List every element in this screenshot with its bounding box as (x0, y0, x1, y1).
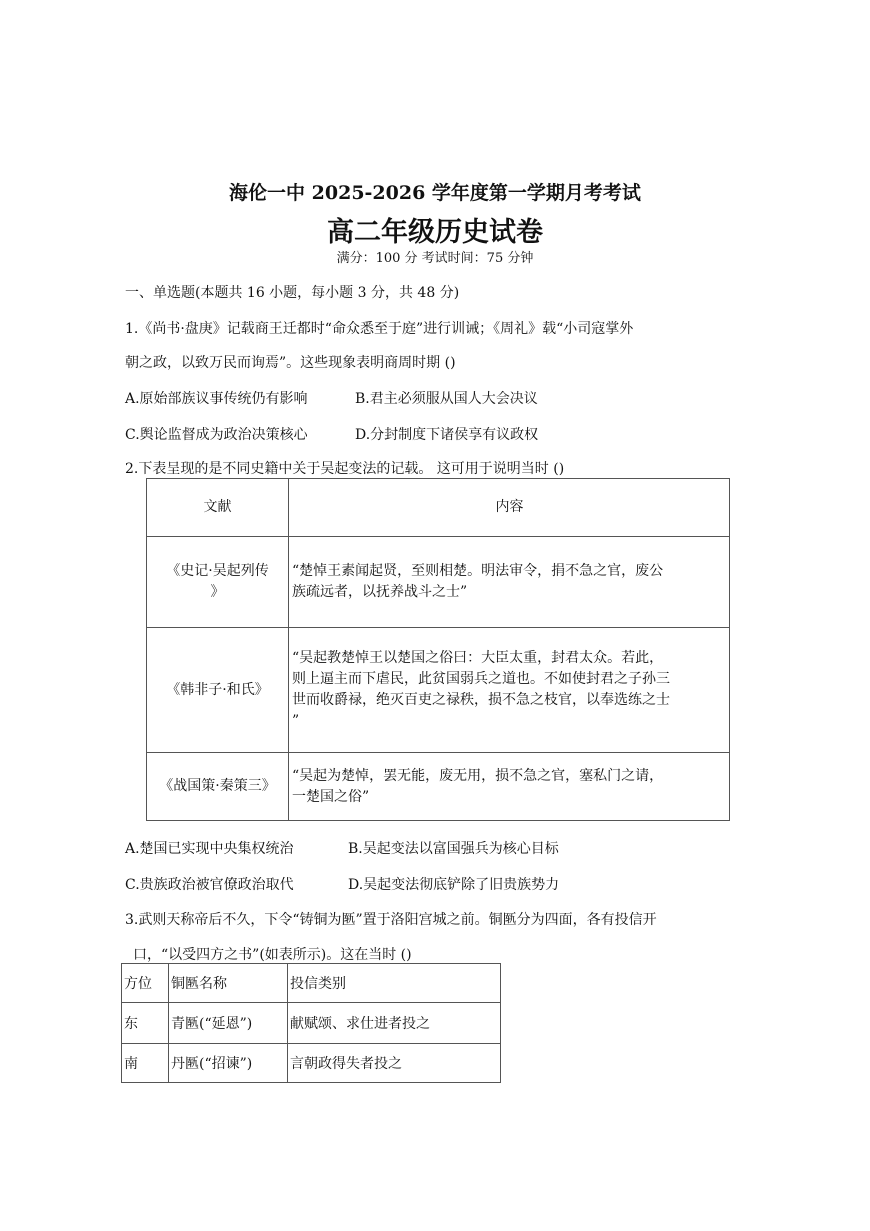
q2-stem: 2.下表呈现的是不同史籍中关于吴起变法的记载。 这可用于说明当时 () (125, 461, 565, 477)
table-row (147, 753, 730, 821)
q2-option-c: C.贵族政治被官僚政治取代 (125, 877, 294, 893)
q3-header-name: 铜匦名称 (169, 964, 288, 1003)
q3-header-category: 投信类别 (288, 964, 501, 1003)
q3-table (121, 963, 501, 1083)
table-header-row (147, 479, 730, 537)
q2-option-a: A.楚国已实现中央集权统治 (125, 841, 294, 857)
q3-header-direction: 方位 (122, 964, 169, 1003)
q2-row2-content-line2: 则上逼主而下虐民，此贫国弱兵之道也。不如使封君之子孙三 (292, 671, 670, 687)
q2-row2-source: 《韩非子·和氏》 (147, 628, 289, 753)
q3-stem-line2: 口，“以受四方之书”(如表所示)。这在当时 () (133, 947, 412, 963)
q3-stem-line1: 3.武则天称帝后不久，下令“铸铜为匦”置于洛阳宫城之前。铜匦分为四面，各有投信开 (125, 912, 657, 928)
q2-row3-source: 《战国策·秦策三》 (147, 753, 289, 821)
q2-row1-content-line2: 族疏远者，以抚养战斗之士” (292, 584, 468, 600)
q2-table (146, 478, 730, 821)
q2-row2-content-line4: ” (292, 713, 300, 729)
q3-row1-category: 献赋颂、求仕进者投之 (288, 1003, 501, 1044)
exam-meta: 满分：100 分 考试时间：75 分钟 (336, 251, 534, 266)
school-exam-title: 海伦一中 2025-2026 学年度第一学期月考考试 (229, 182, 641, 204)
q1-stem-line1: 1.《尚书·盘庚》记载商王迁都时“命众悉至于庭”进行训诫；《周礼》载“小司寇掌外 (125, 321, 634, 337)
q1-stem-line2: 朝之政，以致万民而询焉”。这些现象表明商周时期 () (125, 355, 456, 371)
q2-row1-source (147, 537, 289, 628)
q3-row1-direction: 东 (122, 1003, 169, 1044)
q2-row1-source-line2: 》 (210, 584, 225, 600)
q3-row1-name: 青匦(“延恩”) (169, 1003, 288, 1044)
q2-header-source: 文献 (147, 479, 289, 537)
table-row (122, 1044, 501, 1083)
section-heading: 一、单选题(本题共 16 小题，每小题 3 分，共 48 分) (125, 285, 460, 301)
q3-row2-category: 言朝政得失者投之 (288, 1044, 501, 1083)
q1-option-b: B.君主必须服从国人大会决议 (355, 391, 538, 407)
q2-row1-content-line1: “楚悼王素闻起贤，至则相楚。明法审令，捐不急之官，废公 (292, 563, 664, 579)
q2-row3-content-line2: 一楚国之俗” (292, 788, 370, 805)
exam-title: 高二年级历史试卷 (327, 217, 543, 248)
q2-row2-content-line3: 世而收爵禄，绝灭百吏之禄秩，损不急之枝官，以奉选练之士 (292, 692, 670, 708)
q2-row2-content (289, 628, 730, 753)
q1-option-a: A.原始部族议事传统仍有影响 (125, 391, 308, 407)
table-row (122, 1003, 501, 1044)
q1-option-d: D.分封制度下诸侯享有议政权 (355, 427, 539, 443)
q2-option-b: B.吴起变法以富国强兵为核心目标 (348, 841, 559, 857)
q1-option-c: C.舆论监督成为政治决策核心 (125, 427, 308, 443)
table-row (147, 537, 730, 628)
q2-header-content: 内容 (289, 479, 730, 537)
q2-row1-content (289, 537, 730, 628)
q2-row3-content (289, 753, 730, 821)
q2-option-d: D.吴起变法彻底铲除了旧贵族势力 (348, 877, 560, 893)
q3-row2-name: 丹匦(“招谏”) (169, 1044, 288, 1083)
q2-row1-source-line1: 《史记·吴起列传 (166, 563, 269, 579)
q2-row3-content-line1: “吴起为楚悼，罢无能，废无用，损不急之官，塞私门之请， (292, 767, 664, 784)
q3-row2-direction: 南 (122, 1044, 169, 1083)
table-row (147, 628, 730, 753)
table-header-row (122, 964, 501, 1003)
q2-row2-content-line1: “吴起教楚悼王以楚国之俗曰：大臣太重，封君太众。若此， (292, 650, 664, 666)
